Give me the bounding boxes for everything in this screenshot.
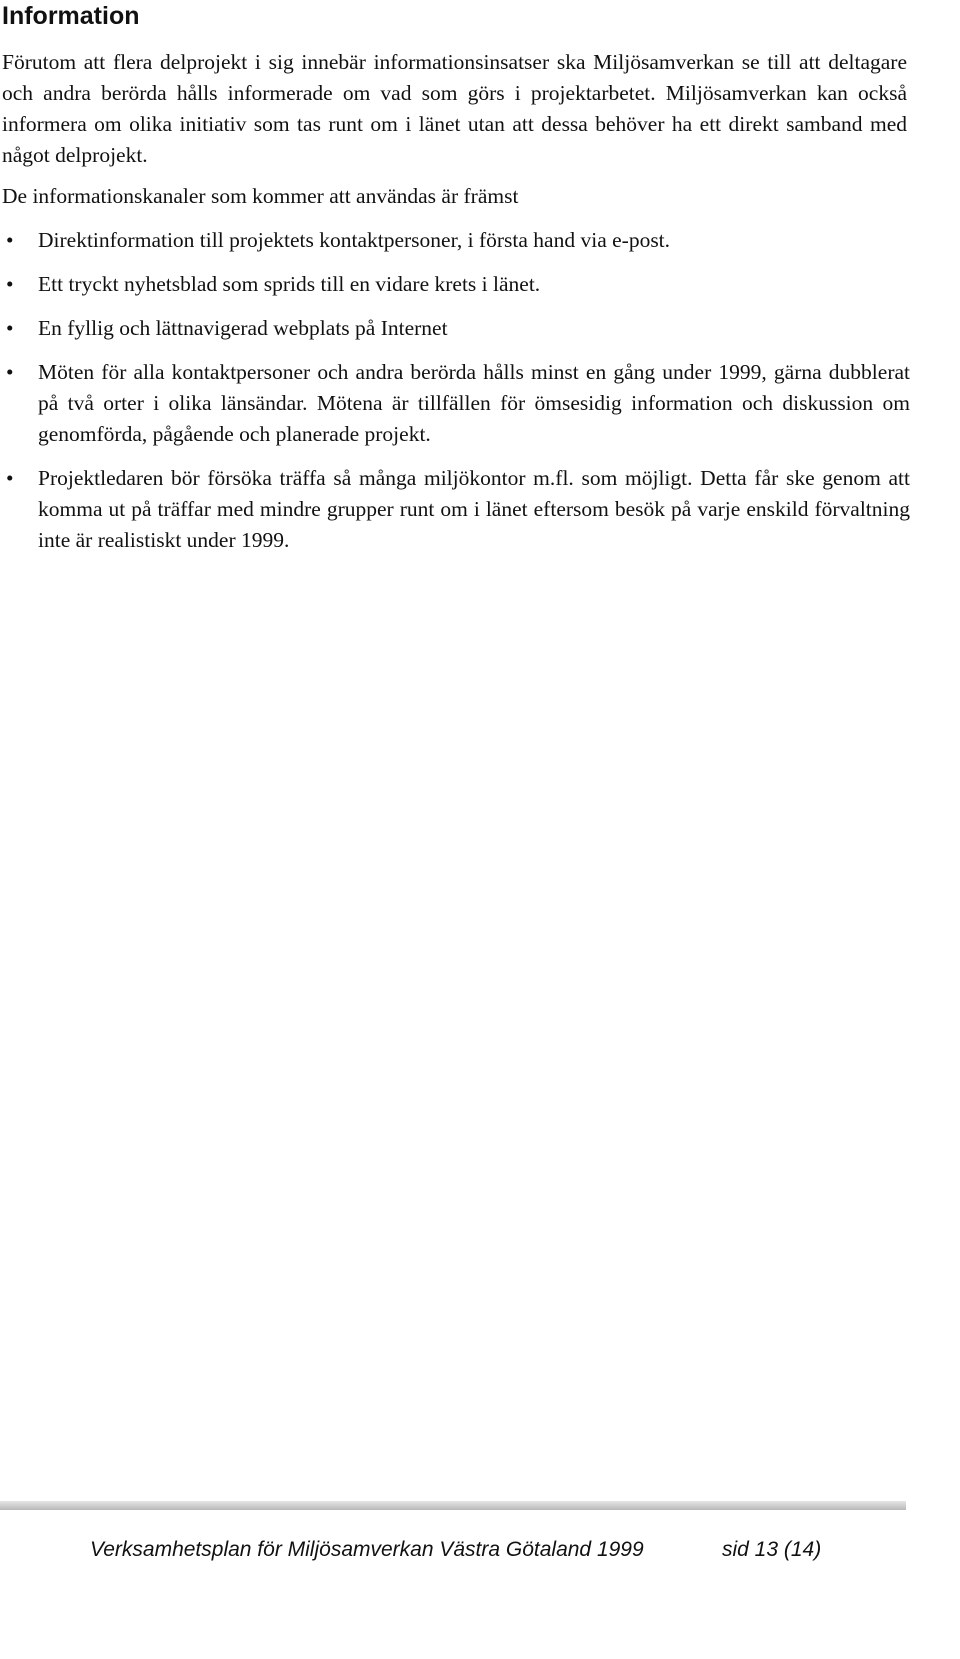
bullet-icon: • <box>6 466 14 490</box>
bullet-icon: • <box>6 360 14 384</box>
bullet-item-newsletter <box>0 269 910 300</box>
bullet-item-email <box>0 225 910 256</box>
bullet-icon: • <box>6 228 14 252</box>
bullet-text: Ett tryckt nyhetsblad som sprids till en vidare krets i länet. <box>38 272 541 296</box>
bullet-item-website <box>0 313 910 344</box>
bullet-item-visits <box>0 463 910 556</box>
section-heading: Information <box>2 2 140 30</box>
channels-bullet-list <box>0 225 910 556</box>
bullet-icon: • <box>6 316 14 340</box>
bullet-text: Möten för alla kontaktpersoner och andra berörda hålls minst en gång under 1999, gärna dubblerat på två orter i olika länsändar. Mötena är tillfällen för ömsesidig information och diskussion om genomförda, pågående och planerade projekt. <box>38 360 910 446</box>
footer-divider <box>0 1501 906 1510</box>
channels-intro-paragraph: De informationskanaler som kommer att användas är främst <box>2 184 519 208</box>
bullet-icon: • <box>6 272 14 296</box>
bullet-text: Direktinformation till projektets kontaktpersoner, i första hand via e-post. <box>38 228 671 252</box>
bullet-text: Projektledaren bör försöka träffa så många miljökontor m.fl. som möjligt. Detta får ske genom att komma ut på träffar med mindre grupper runt om i länet eftersom besök på varje enskild förvaltning inte är realistiskt under 1999. <box>38 466 910 552</box>
bullet-text: En fyllig och lättnavigerad webplats på Internet <box>38 316 448 340</box>
intro-paragraph: Förutom att flera delprojekt i sig innebär informationsinsatser ska Miljösamverkan se till att deltagare och andra berörda hålls informerade om vad som görs i projektarbetet. Miljösamverkan kan också informera om olika initiativ som tas runt om i länet utan att dessa behöver ha ett direkt samband med något delprojekt. <box>2 50 907 167</box>
footer-page-number: sid 13 (14) <box>722 1538 822 1561</box>
bullet-item-meetings <box>0 357 910 450</box>
footer-document-title: Verksamhetsplan för Miljösamverkan Västra Götaland 1999 <box>90 1538 644 1561</box>
